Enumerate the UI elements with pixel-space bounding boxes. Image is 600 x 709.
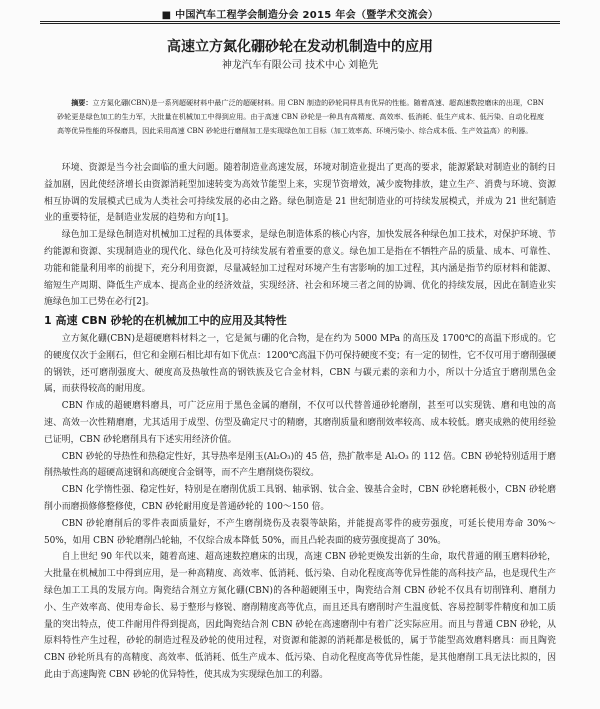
body-paragraph: 立方氮化硼(CBN)是超硬磨料材料之一，它是氮与硼的化合物，是在约为 5000 MPa 的高压及 1700℃的高温下形成的。它的硬度仅次于金刚石，但它和金刚石相比却有如下优点：1200℃高温下仍可保持硬度不变；有一定的韧性，它不仅可用于磨削强硬的钢铁，还可磨削强度大、硬度高及热敏性高的钢铁族及它合金材料，CBN 与碳元素的亲和力小，所以十分适宜于磨削黑色金属，而获得较高的耐用度。	[44, 334, 556, 395]
body-paragraph: 绿色加工是绿色制造对机械加工过程的具体要求，是绿色制造体系的核心内容，加快发展各种绿色加工技术，对保护环境、节约能源和资源、实现制造业的现代化、绿色化及可持续发展有着重要的意义。绿色加工是指在不牺牲产品的质量、成本、可靠性、功能和能量利用率的前提下，充分利用资源，尽量减轻加工过程对环境产生有害影响的加工过程，其内涵是指节约原材料和能源、缩短生产周期、降低生产成本、提高企业的经济效益，实现经济、社会和环境三者之间的协调、优化的持续发展，因此在制造业实施绿色加工已势在必行[2]。	[44, 230, 556, 308]
abstract-label: 摘要：	[71, 98, 93, 107]
header-rule-thin	[40, 23, 560, 24]
body-paragraph: CBN 砂轮磨削后的零件表面质量好，不产生磨削烧伤及表裂等缺陷，并能提高零件的疲劳强度，可延长使用寿命 30%～50%，如用 CBN 砂轮磨削凸轮轴，不仅综合成本降低 50%，而且凸轮表面的疲劳强度提高了 30%。	[44, 518, 556, 546]
paper-title: 高速立方氮化硼砂轮在发动机制造中的应用	[167, 39, 433, 55]
body-paragraph: CBN 作成的超硬磨料磨具，可广泛应用于黑色金属的磨削，不仅可以代替普通砂轮磨削，甚至可以实现铣、磨和电蚀的高速、高效一次性精磨磨，尤其适用于成型、仿型及确定尺寸的精磨，其磨削质量和磨削效率较高、成本较低。磨夹成熟的使用经验已证明，CBN 砂轮磨削具有下述实用经济价值。	[44, 401, 556, 445]
body-paragraph: CBN 化学惰性强、稳定性好，特别是在磨削优质工具钢、轴承钢、钛合金、镍基合金时，CBN 砂轮磨耗极小，CBN 砂轮磨削小而磨损修修整修使，CBN 砂轮耐用度是普通砂轮的 100～150 倍。	[44, 485, 556, 512]
section-heading: 1 高速 CBN 砂轮的在机械加工中的应用及其特性	[44, 314, 287, 327]
intro-section	[44, 160, 556, 311]
running-header: ■ 中国汽车工程学会制造分会 2015 年会（暨学术交流会）	[161, 10, 439, 21]
author-line: 神龙汽车有限公司 技术中心 刘艳先	[221, 60, 379, 71]
header-rule	[40, 21, 560, 22]
body-paragraph: 环境、资源是当今社会面临的重大问题。随着制造业高速发展，环境对制造业提出了更高的要求，能源紧缺对制造业的制约日益加剧，因此使经济增长由资源消耗型加速转变为高效节能型上来，实现节资增效，减少废物排放，建立生产、消费与环境、资源相互协调的发展模式已成为人类社会可持续发展的必由之路。绿色制造是 21 世纪制造业的可持续发展模式，并成为 21 世纪制造业的重要特征，是制造业发展的趋势和方向[1]。	[44, 163, 556, 224]
body-paragraph: 自上世纪 90 年代以来，随着高速、超高速数控磨床的出现，高速 CBN 砂轮更焕发出新的生命，取代普通的刚玉磨料砂轮，大批量在机械加工中得到应用，是一种高精度、高效率、低消耗、低污染、自动化程度高等优异性能的高科技产品，也是现代生产绿色加工工具的发展方向。陶瓷结合剂立方氮化硼(CBN)的各种超硬刚玉中，陶瓷结合剂 CBN 砂轮不仅具有切削锋利、磨削力小、生产效率高、使用寿命长、易于整形与修锐、磨削精度高等优点，而且还具有磨削时产生温度低、容易控制零件精度和加工质量的突出特点，使工件耐用件得到提高，因此陶瓷结合剂 CBN 砂轮在高速磨削中有着广泛实际应用。而且与普通 CBN 砂轮，从原料特性产生过程，砂轮的制造过程及砂轮的使用过程，对资源和能源的消耗都是极低的，属于节能型高效磨料磨具：而且陶瓷 CBN 砂轮所具有的高精度、高效率、低消耗、低生产成本、低污染、自动化程度高等优异性能，是其他磨削工具无法比拟的，因此由于高速陶瓷 CBN 砂轮的优异特性，使其成为实现绿色加工的利器。	[44, 552, 556, 680]
section1-body	[44, 331, 556, 684]
abstract-text: 立方氮化硼(CBN)是一系列超硬材料中最广泛的超硬材料。用 CBN 制造的砂轮同样具有优异的性能。随着高速、超高速数控磨床的出现，CBN 砂轮更是绿色加工的生力军，大批量在机械加工中得到应用。由于高速 CBN 砂轮是一种具有高精度、高效率、低消耗、低生产成本、低污染、自动化程度高等优异性能的环保磨具，因此采用高速 CBN 砂轮进行磨削加工是实现绿色加工目标（加工效率高、环境污染小、综合成本低、生产效益高）的利器。	[57, 98, 544, 136]
body-paragraph: CBN 砂轮的导热性和热稳定性好，其导热率是刚玉(Al₂O₃)的 45 倍，热扩散率是 Al₂O₃ 的 112 倍。CBN 砂轮特别适用于磨削热敏性高的超硬高速钢和高硬度合金钢等，而不产生磨削烧伤裂纹。	[44, 451, 556, 479]
abstract	[57, 96, 544, 139]
